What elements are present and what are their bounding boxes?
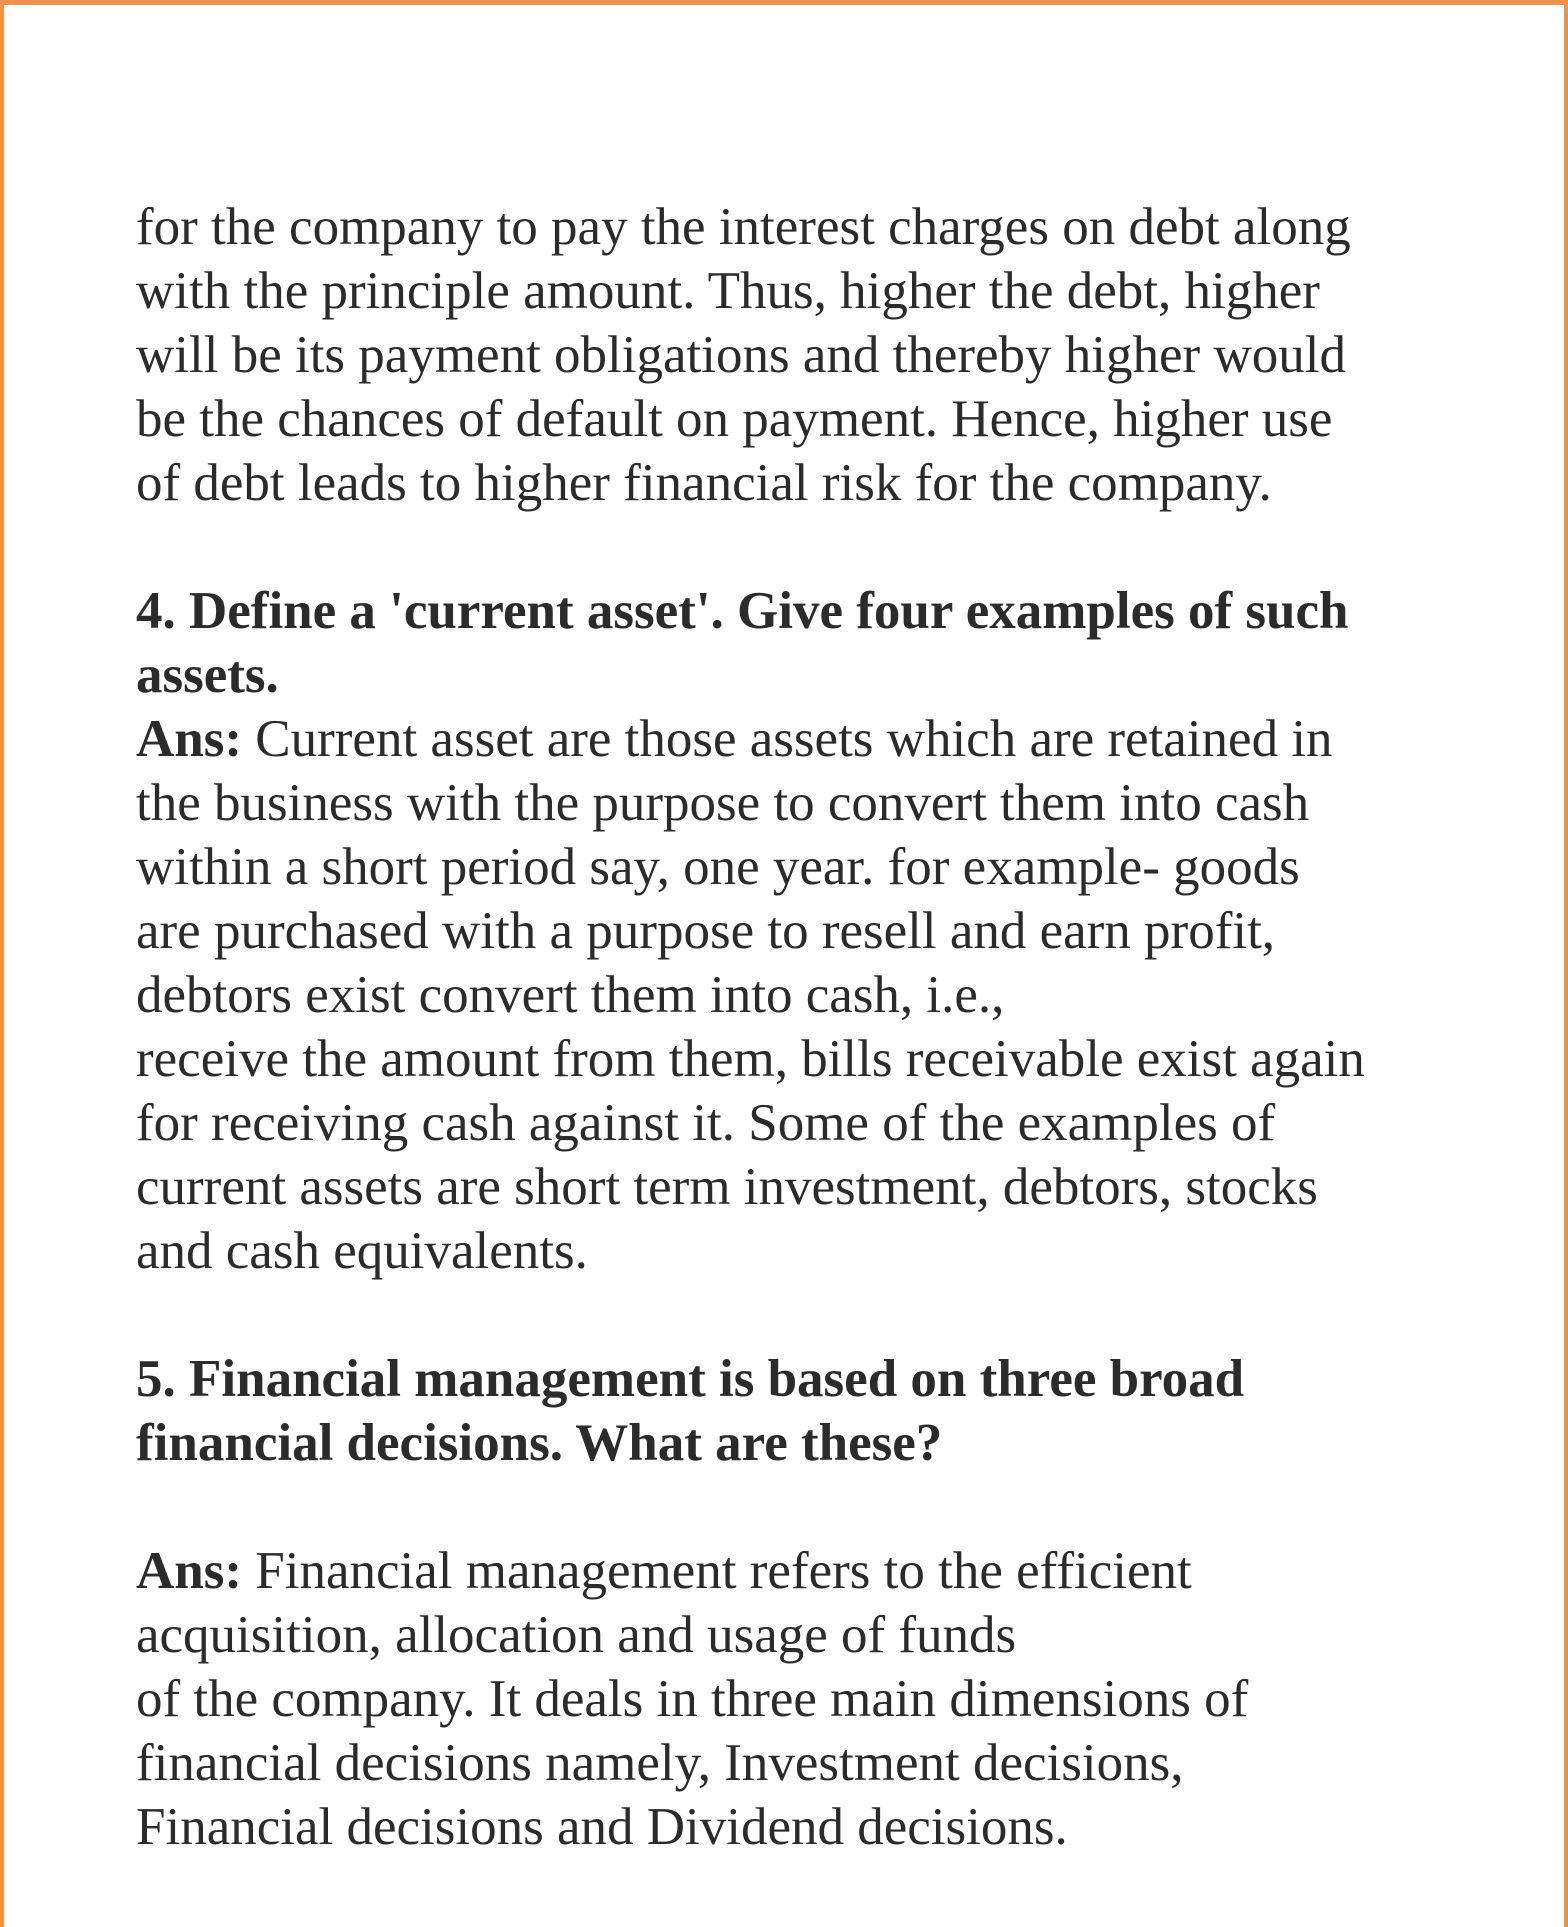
answer-text: Financial management refers to the efficient	[242, 1542, 1192, 1600]
answer-first-line	[136, 1539, 1516, 1603]
text-line: the business with the purpose to convert them into cash	[136, 774, 1310, 832]
page-content	[136, 195, 1516, 1859]
text-line: for receiving cash against it. Some of the examples of	[136, 1094, 1276, 1152]
text-line: of debt leads to higher financial risk for the company.	[136, 454, 1272, 512]
spacer	[136, 515, 1516, 579]
text-line: acquisition, allocation and usage of funds	[136, 1606, 1017, 1664]
text-line: with the principle amount. Thus, higher the debt, higher	[136, 262, 1320, 320]
text-line: within a short period say, one year. for example- goods	[136, 838, 1300, 896]
answer-text: Current asset are those assets which are retained in	[242, 710, 1333, 768]
text-line: are purchased with a purpose to resell and earn profit,	[136, 902, 1276, 960]
intro-paragraph	[136, 195, 1516, 515]
text-line: debtors exist convert them into cash, i.e.,	[136, 966, 1005, 1024]
spacer	[136, 1283, 1516, 1347]
question-5-heading	[136, 1347, 1516, 1475]
question-4-heading	[136, 579, 1516, 707]
text-line: financial decisions namely, Investment decisions,	[136, 1734, 1184, 1792]
heading-line: financial decisions. What are these?	[136, 1414, 943, 1472]
spacer	[136, 1475, 1516, 1539]
text-line: and cash equivalents.	[136, 1222, 588, 1280]
heading-line: assets.	[136, 646, 279, 704]
answer-label: Ans:	[136, 710, 243, 768]
heading-line: 4. Define a 'current asset'. Give four examples of such	[136, 582, 1349, 640]
text-line: will be its payment obligations and thereby higher would	[136, 326, 1346, 384]
text-line: of the company. It deals in three main dimensions of	[136, 1670, 1249, 1728]
heading-line: 5. Financial management is based on three broad	[136, 1350, 1245, 1408]
text-line: current assets are short term investment, debtors, stocks	[136, 1158, 1318, 1216]
text-line: be the chances of default on payment. Hence, higher use	[136, 390, 1333, 448]
answer-first-line	[136, 707, 1516, 771]
question-4-answer	[136, 707, 1516, 1283]
text-line: Financial decisions and Dividend decisions.	[136, 1798, 1068, 1856]
text-line: for the company to pay the interest charges on debt along	[136, 198, 1351, 256]
answer-label: Ans:	[136, 1542, 243, 1600]
question-5-answer	[136, 1539, 1516, 1859]
text-line: receive the amount from them, bills receivable exist again	[136, 1030, 1365, 1088]
